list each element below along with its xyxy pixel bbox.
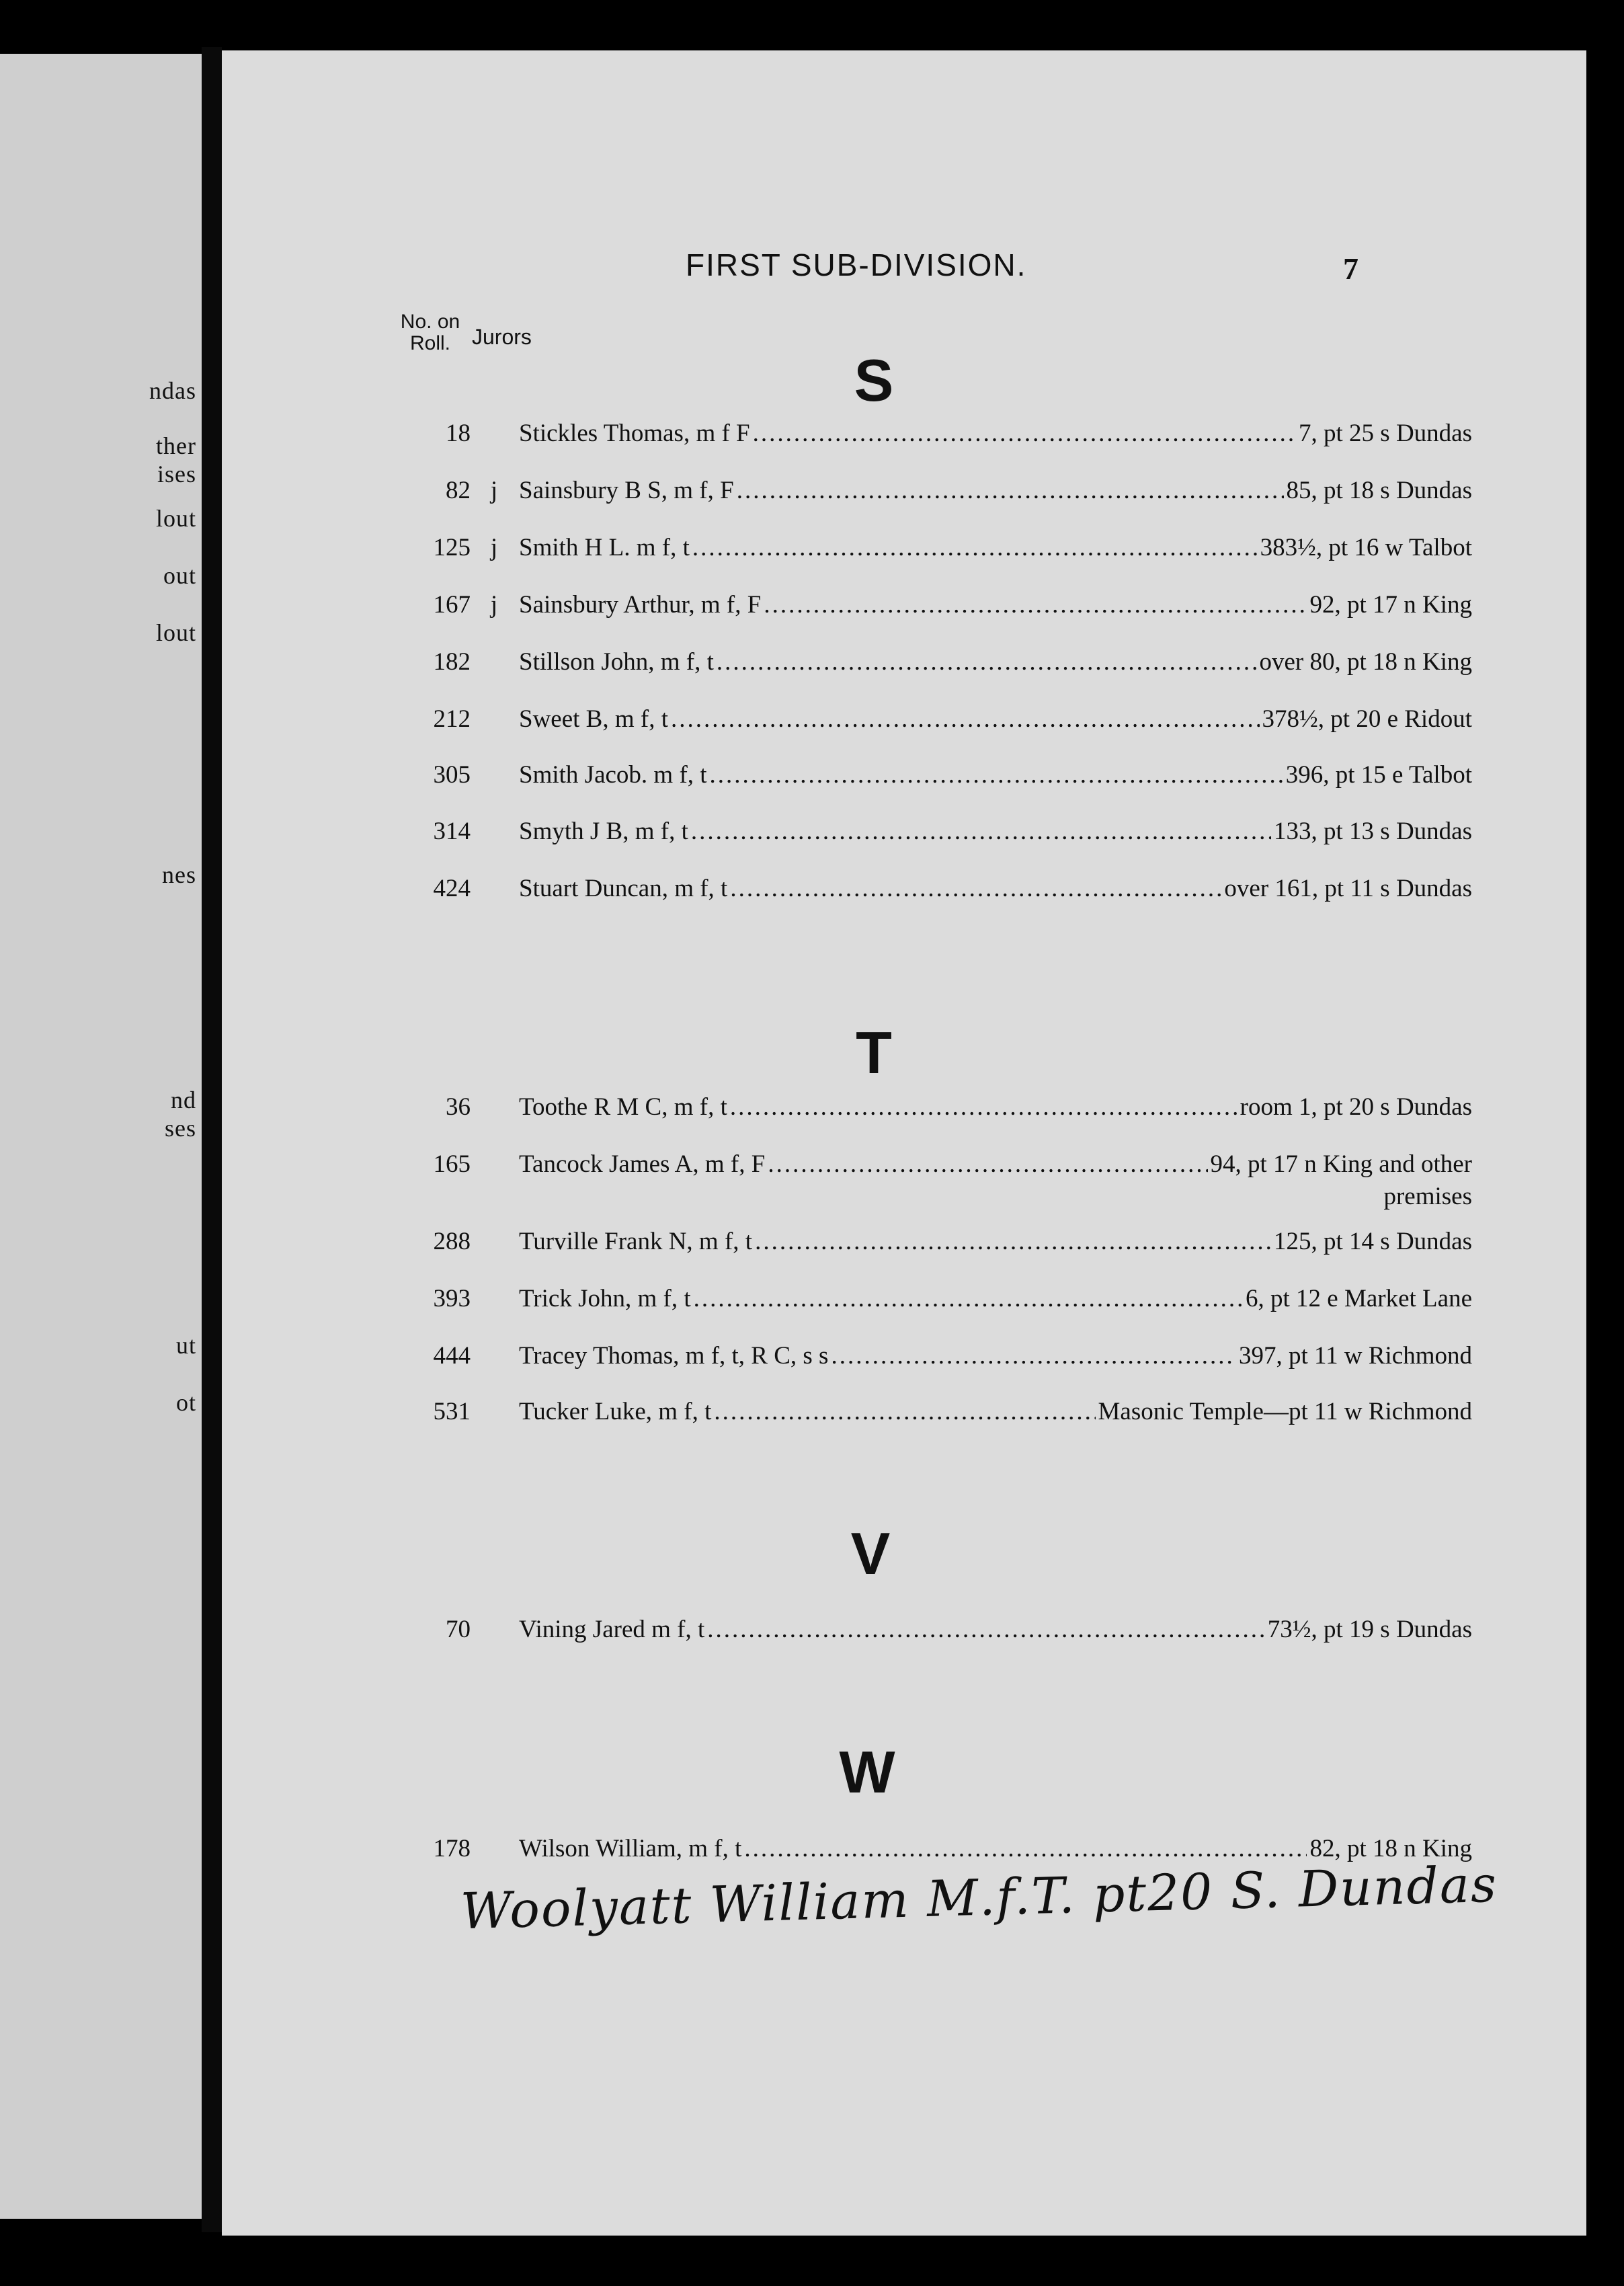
premises: 383½, pt 16 w Talbot <box>1260 534 1472 561</box>
elector-name: Turville Frank N, m f, t <box>519 1228 753 1255</box>
premises: 94, pt 17 n King and other <box>1210 1150 1472 1178</box>
premises: 73½, pt 19 s Dundas <box>1267 1616 1472 1643</box>
table-row <box>390 760 1472 801</box>
premises: 7, pt 25 s Dundas <box>1299 420 1472 447</box>
table-row <box>390 533 1472 574</box>
roll-number: 82 <box>446 477 471 504</box>
table-row <box>390 590 1472 631</box>
book-spine <box>202 47 222 2232</box>
left-page-fragment: out <box>163 562 196 589</box>
elector-name: Wilson William, m f, t <box>519 1835 742 1862</box>
elector-name: Toothe R M C, m f, t <box>519 1093 727 1121</box>
roll-number: 36 <box>446 1093 471 1121</box>
left-page <box>0 54 202 2219</box>
premises: 82, pt 18 n King <box>1309 1835 1472 1862</box>
premises: 125, pt 14 s Dundas <box>1274 1228 1472 1255</box>
elector-name: Smith H L. m f, t <box>519 534 690 561</box>
table-row <box>390 1227 1472 1267</box>
table-row <box>390 817 1472 857</box>
table-row <box>390 1093 1472 1133</box>
premises: 92, pt 17 n King <box>1309 591 1472 619</box>
left-page-fragment: lout <box>155 505 196 532</box>
elector-name: Stickles Thomas, m f F <box>519 420 750 447</box>
premises: 85, pt 18 s Dundas <box>1286 477 1472 504</box>
juror-mark: j <box>490 477 498 504</box>
roll-number: 288 <box>433 1228 471 1255</box>
premises: 6, pt 12 e Market Lane <box>1246 1285 1472 1312</box>
premises: 378½, pt 20 e Ridout <box>1262 705 1472 733</box>
elector-name: Smyth J B, m f, t <box>519 818 688 845</box>
premises: 396, pt 15 e Talbot <box>1285 761 1472 789</box>
premises-continued: premises <box>1383 1183 1472 1210</box>
page-number: 7 <box>1343 251 1358 286</box>
table-row <box>390 1284 1472 1325</box>
handwritten-entry: Woolyatt William M.f.T. pt20 S. Dundas <box>460 1855 1498 1941</box>
roll-number: 167 <box>433 591 471 619</box>
table-row <box>390 476 1472 516</box>
table-row <box>390 1150 1472 1224</box>
left-page-fragment: ot <box>175 1389 196 1416</box>
left-page-fragment: nd <box>171 1087 196 1113</box>
premises: over 161, pt 11 s Dundas <box>1224 875 1472 902</box>
roll-number: 18 <box>446 420 471 447</box>
roll-number: 314 <box>433 818 471 845</box>
section-letter-t: T <box>856 1019 892 1086</box>
section-letter-s: S <box>854 347 894 413</box>
table-row <box>390 1397 1472 1437</box>
left-page-fragment: ther <box>156 432 196 459</box>
section-letter-w: W <box>839 1739 895 1805</box>
table-row <box>390 705 1472 745</box>
roll-number: 212 <box>433 705 471 733</box>
register-page <box>222 50 1586 2236</box>
juror-mark: j <box>490 534 498 561</box>
elector-name: Smith Jacob. m f, t <box>519 761 707 789</box>
table-row <box>390 1341 1472 1382</box>
roll-number: 531 <box>433 1398 471 1425</box>
premises: 133, pt 13 s Dundas <box>1274 818 1472 845</box>
left-page-fragment: ut <box>175 1332 196 1359</box>
column-header-roll-number: No. on Roll. <box>400 311 460 354</box>
premises: room 1, pt 20 s Dundas <box>1240 1093 1472 1121</box>
column-header-jurors: Jurors <box>472 325 532 349</box>
roll-number: 305 <box>433 761 471 789</box>
left-page-fragment: lout <box>155 619 196 646</box>
roll-number: 125 <box>433 534 471 561</box>
table-row <box>390 1615 1472 1655</box>
page-title: FIRST SUB-DIVISION. <box>686 247 1027 282</box>
left-page-fragment: ses <box>165 1115 196 1142</box>
table-row <box>390 647 1472 688</box>
table-row <box>390 874 1472 914</box>
elector-name: Tancock James A, m f, F <box>519 1150 766 1178</box>
elector-name: Sainsbury B S, m f, F <box>519 477 734 504</box>
premises: 397, pt 11 w Richmond <box>1238 1342 1472 1370</box>
elector-name: Sainsbury Arthur, m f, F <box>519 591 762 619</box>
elector-name: Stillson John, m f, t <box>519 648 714 676</box>
roll-number: 444 <box>433 1342 471 1370</box>
premises: over 80, pt 18 n King <box>1259 648 1472 676</box>
roll-number: 70 <box>446 1616 471 1643</box>
left-page-fragment: ndas <box>149 377 196 404</box>
roll-number: 393 <box>433 1285 471 1312</box>
elector-name: Trick John, m f, t <box>519 1285 691 1312</box>
roll-number: 178 <box>433 1835 471 1862</box>
premises: Masonic Temple—pt 11 w Richmond <box>1098 1398 1472 1425</box>
section-letter-v: V <box>850 1520 891 1587</box>
left-page-fragment: nes <box>162 861 196 888</box>
table-row <box>390 419 1472 459</box>
elector-name: Stuart Duncan, m f, t <box>519 875 728 902</box>
roll-number: 424 <box>433 875 471 902</box>
elector-name: Tracey Thomas, m f, t, R C, s s <box>519 1342 829 1370</box>
roll-number: 165 <box>433 1150 471 1178</box>
juror-mark: j <box>490 591 498 619</box>
elector-name: Tucker Luke, m f, t <box>519 1398 712 1425</box>
elector-name: Vining Jared m f, t <box>519 1616 705 1643</box>
roll-number: 182 <box>433 648 471 676</box>
elector-name: Sweet B, m f, t <box>519 705 668 733</box>
left-page-fragment: ises <box>157 461 196 487</box>
